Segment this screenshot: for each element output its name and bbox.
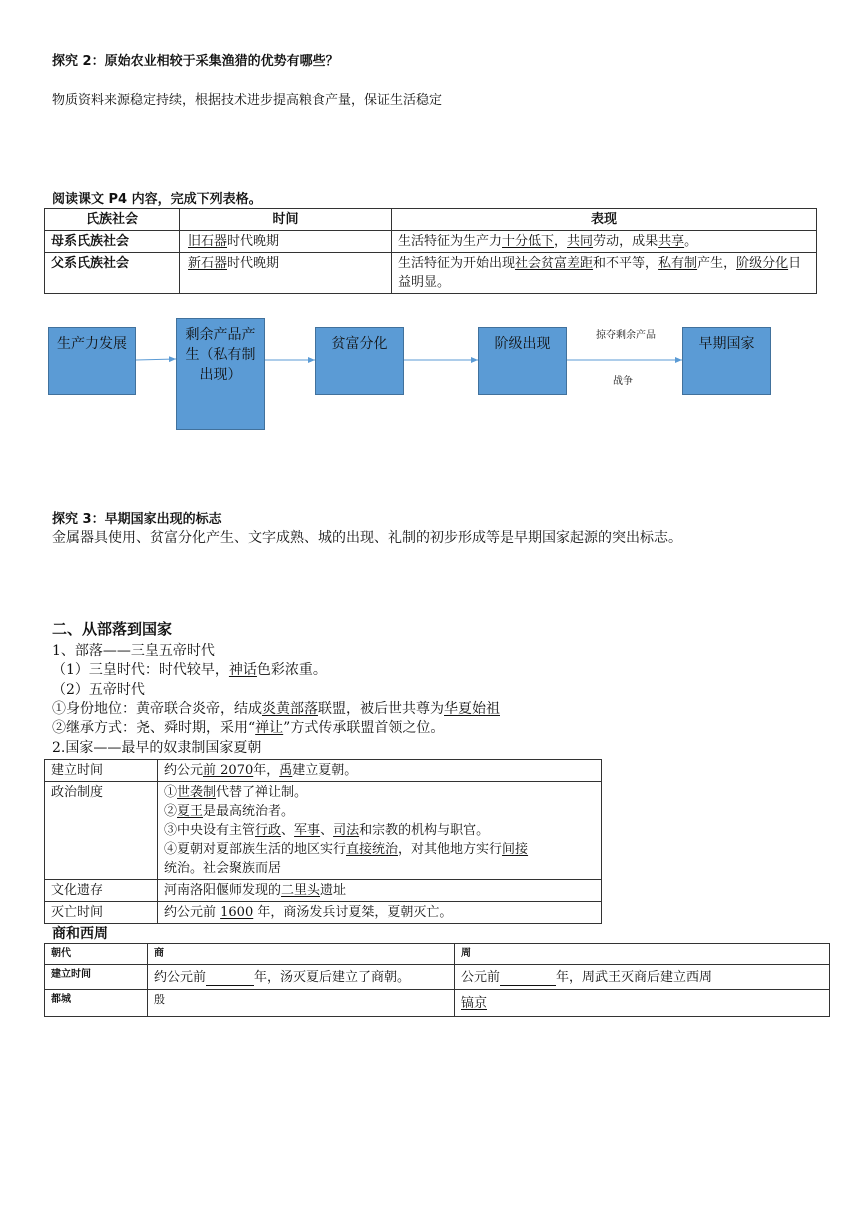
shang-zhou-table	[44, 943, 830, 1017]
time-rest: 时代晚期	[227, 234, 280, 249]
clan-society-table	[44, 208, 817, 294]
text: 、	[281, 823, 295, 838]
table-row	[45, 902, 602, 924]
xia-table	[44, 759, 602, 924]
underlined-term: 十分低下	[502, 234, 555, 249]
col-header-zhou: 周	[455, 944, 830, 965]
row-value	[158, 760, 602, 782]
text: 日益明显。	[398, 256, 802, 290]
underlined: 1600	[220, 905, 254, 920]
row-label: 灭亡时间	[45, 902, 158, 924]
time-cell	[180, 253, 392, 294]
underlined-term: 私有制	[658, 256, 698, 271]
text: ，	[554, 234, 568, 249]
xia-heading-line: 2.国家——最早的奴隶制国家夏朝	[52, 740, 262, 756]
text: 约公元	[164, 763, 204, 778]
five-emperors-line: （2）五帝时代	[52, 682, 145, 698]
text: ”方式传承联盟首领之位。	[283, 720, 445, 736]
text: 。	[684, 234, 698, 249]
fill-in-blank[interactable]	[500, 971, 556, 986]
underlined-term: 阶级分化	[736, 256, 789, 271]
underlined-alliance: 炎黄部落	[262, 701, 318, 717]
text: ①身份地位：黄帝联合炎帝，结成	[52, 701, 262, 717]
status-line	[52, 699, 500, 719]
row-label: 建立时间	[45, 760, 158, 782]
underlined: 行政	[255, 823, 282, 838]
text: ②	[164, 804, 178, 819]
flow-box-wealth-gap: 贫富分化	[315, 327, 404, 395]
text: 和不平等，	[593, 256, 659, 271]
text: 年，	[253, 763, 280, 778]
row-label: 都城	[45, 990, 148, 1017]
row-label: 政治制度	[45, 782, 158, 880]
col-header-dynasty: 朝代	[45, 944, 148, 965]
text: 、	[320, 823, 334, 838]
col-header-desc: 表现	[392, 209, 817, 231]
flow-label-plunder: 掠夺剩余产品	[596, 330, 656, 341]
text: ④夏朝对夏部族生活的地区实行	[164, 842, 347, 857]
col-header-society: 氏族社会	[45, 209, 180, 231]
three-sovereigns-line	[52, 660, 327, 680]
table-row	[45, 760, 602, 782]
shang-capital-cell: 殷	[148, 990, 455, 1017]
succession-line	[52, 718, 444, 738]
row-label: 文化遗存	[45, 880, 158, 902]
politics-line-3	[164, 821, 595, 840]
text: 是最高统治者。	[203, 804, 295, 819]
underlined: 二里头	[281, 883, 321, 898]
text: 年，汤灭夏后建立了商朝。	[254, 970, 411, 985]
text: 建立夏朝。	[292, 763, 358, 778]
politics-line-2	[164, 802, 595, 821]
table-row	[45, 990, 830, 1017]
explore3-answer: 金属器具使用、贫富分化产生、文字成熟、城的出现、礼制的初步形成等是早期国家起源的突出标志。	[52, 530, 682, 546]
zhou-founding-cell	[455, 965, 830, 990]
table-row	[45, 231, 817, 253]
text: 劳动，成果	[593, 234, 659, 249]
col-header-time: 时间	[180, 209, 392, 231]
text: 约公元前	[164, 905, 221, 920]
shang-zhou-heading: 商和西周	[52, 926, 108, 942]
text: 年，商汤发兵讨夏桀，夏朝灭亡。	[253, 905, 453, 920]
text: （1）三皇时代：时代较早，	[52, 662, 229, 678]
tribe-line: 1、部落——三皇五帝时代	[52, 643, 215, 659]
col-header-shang: 商	[148, 944, 455, 965]
underlined: 军事	[294, 823, 321, 838]
underlined: 间接	[502, 842, 529, 857]
shang-founding-cell	[148, 965, 455, 990]
society-cell: 父系氏族社会	[45, 253, 180, 294]
text: 生活特征为生产力	[398, 234, 503, 249]
text: ②继承方式：尧、舜时期，采用“	[52, 720, 256, 736]
desc-cell	[392, 231, 817, 253]
politics-line-5: 统治。社会聚族而居	[164, 861, 282, 876]
underlined: 司法	[333, 823, 360, 838]
time-underlined: 旧石器	[188, 234, 228, 249]
underlined: 直接统治	[346, 842, 399, 857]
arrow-1	[136, 359, 176, 360]
time-cell	[180, 231, 392, 253]
text: 公元前	[461, 970, 501, 985]
flow-box-productivity: 生产力发展	[48, 327, 136, 395]
explore2-title: 探究 2：原始农业相较于采集渔猎的优势有哪些？	[52, 54, 339, 69]
underlined-ancestor: 华夏始祖	[444, 701, 500, 717]
flow-box-early-state: 早期国家	[682, 327, 771, 395]
fill-in-blank[interactable]	[206, 971, 254, 986]
text: 年，周武王灭商后建立西周	[556, 970, 713, 985]
flow-box-surplus: 剩余产品产生（私有制出现）	[176, 318, 265, 430]
underlined-myth: 神话	[228, 662, 257, 678]
society-cell: 母系氏族社会	[45, 231, 180, 253]
underlined-term: 社会贫富差距	[515, 256, 594, 271]
underlined: 夏王	[177, 804, 204, 819]
politics-line-1	[164, 783, 595, 802]
underlined-abdication: 禅让	[255, 720, 284, 736]
text: 生活特征为开始出现	[398, 256, 516, 271]
underlined: 前 2070	[203, 763, 254, 778]
row-label: 建立时间	[45, 965, 148, 990]
table-header-row	[45, 944, 830, 965]
text: 代替了禅让制。	[216, 785, 308, 800]
text: 河南洛阳偃师发现的	[164, 883, 282, 898]
text: 遗址	[320, 883, 347, 898]
text: ①	[164, 785, 178, 800]
table-row	[45, 880, 602, 902]
flow-label-war: 战争	[613, 376, 633, 387]
desc-cell	[392, 253, 817, 294]
text: ③中央设有主管	[164, 823, 256, 838]
zhou-capital-cell	[455, 990, 830, 1017]
underlined: 世袭制	[177, 785, 217, 800]
underlined-term: 共同	[567, 234, 594, 249]
text: 产生，	[697, 256, 737, 271]
part2-heading: 二、从部落到国家	[52, 620, 173, 638]
reading-instruction: 阅读课文 P4 内容，完成下列表格。	[52, 192, 262, 207]
row-value	[158, 880, 602, 902]
text: 色彩浓重。	[256, 662, 327, 678]
row-value	[158, 902, 602, 924]
time-rest: 时代晚期	[227, 256, 280, 271]
table-row	[45, 965, 830, 990]
text: 和宗教的机构与职官。	[359, 823, 490, 838]
row-value	[158, 782, 602, 880]
text: ，对其他地方实行	[398, 842, 503, 857]
time-underlined: 新石器	[188, 256, 228, 271]
politics-line-4	[164, 840, 595, 859]
underlined-term: 共享	[658, 234, 685, 249]
flow-box-classes: 阶级出现	[478, 327, 567, 395]
table-row	[45, 253, 817, 294]
text: 联盟，被后世共尊为	[318, 701, 444, 717]
table-header-row	[45, 209, 817, 231]
explore2-answer: 物质资料来源稳定持续，根据技术进步提高粮食产量，保证生活稳定	[52, 93, 443, 108]
text: 约公元前	[154, 970, 207, 985]
underlined: 镐京	[461, 996, 488, 1011]
explore3-title: 探究 3：早期国家出现的标志	[52, 512, 222, 527]
underlined: 禹	[279, 763, 293, 778]
table-row	[45, 782, 602, 880]
